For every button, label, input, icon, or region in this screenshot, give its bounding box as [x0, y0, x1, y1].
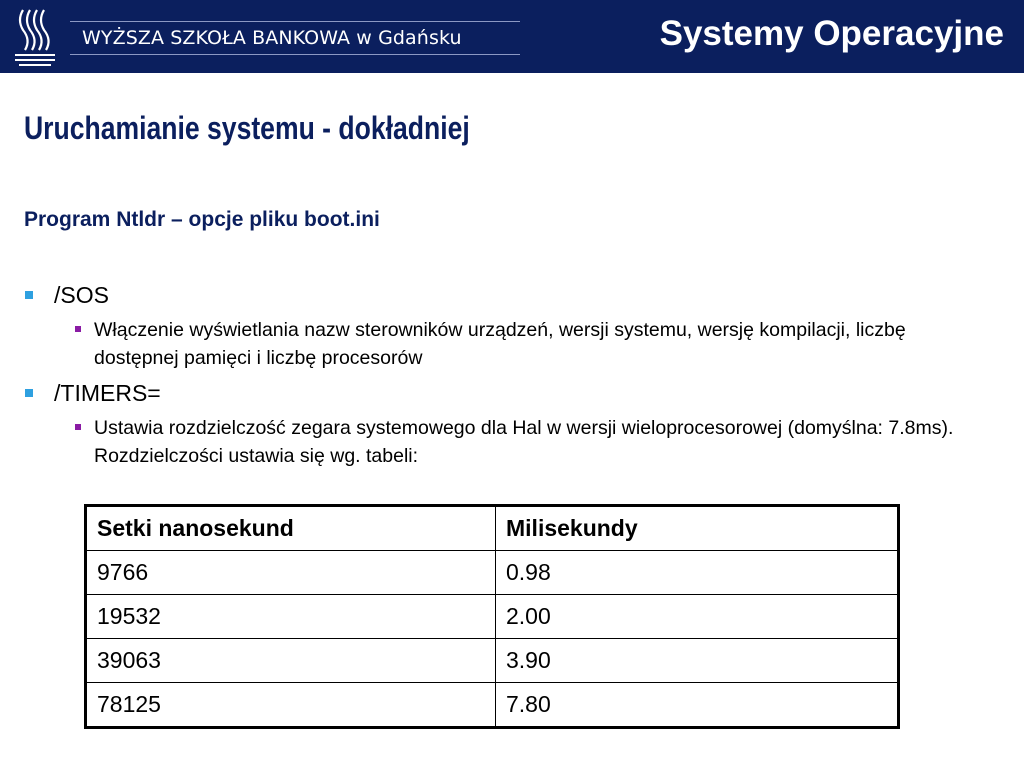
table-cell: 0.98 [496, 551, 899, 595]
table-cell: 9766 [86, 551, 496, 595]
school-name: WYŻSZA SZKOŁA BANKOWA w Gdańsku [82, 27, 462, 49]
table-header-row [86, 506, 899, 551]
sub-bullet-text: Ustawia rozdzielczość zegara systemowego dla Hal w wersji wieloprocesorowej (domyślna: 7.8ms). Rozdzielczości ustawia się wg. tabeli: [94, 417, 954, 467]
table-row [86, 683, 899, 728]
bullet-label: /TIMERS= [54, 380, 161, 406]
slide-title: Uruchamianie systemu - dokładniej [24, 110, 470, 146]
table-row [86, 551, 899, 595]
table-cell: 39063 [86, 639, 496, 683]
table-cell: 19532 [86, 595, 496, 639]
table-cell: 7.80 [496, 683, 899, 728]
bullet-item-timers [24, 378, 984, 408]
table-cell: 78125 [86, 683, 496, 728]
square-bullet-icon [25, 389, 33, 397]
table-cell: 2.00 [496, 595, 899, 639]
sub-bullet-item-timers [74, 414, 974, 470]
table-row [86, 639, 899, 683]
sub-bullet-text: Włączenie wyświetlania nazw sterowników urządzeń, wersji systemu, wersję kompilacji, liczbę dostępnej pamięci i liczbę procesorów [94, 319, 906, 369]
square-bullet-icon [75, 326, 81, 332]
course-title: Systemy Operacyjne [659, 14, 1004, 53]
bullet-list [24, 280, 984, 476]
school-logo [13, 6, 57, 68]
slide-subtitle: Program Ntldr – opcje pliku boot.ini [24, 208, 380, 231]
square-bullet-icon [25, 291, 33, 299]
sub-bullet-item-sos [74, 316, 974, 372]
table-row [86, 595, 899, 639]
timer-resolution-table [84, 504, 900, 729]
table-cell: 3.90 [496, 639, 899, 683]
square-bullet-icon [75, 424, 81, 430]
column-header: Milisekundy [496, 506, 899, 551]
column-header: Setki nanosekund [86, 506, 496, 551]
slide-header [0, 0, 1024, 73]
bullet-item-sos [24, 280, 984, 310]
bullet-label: /SOS [54, 282, 109, 308]
